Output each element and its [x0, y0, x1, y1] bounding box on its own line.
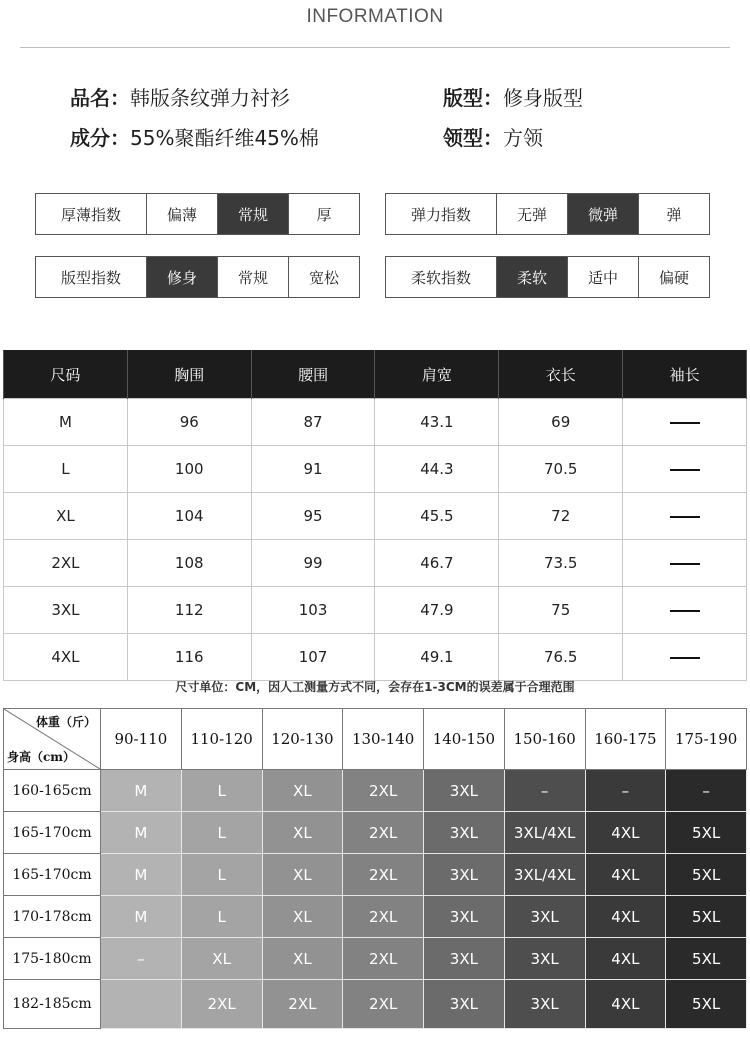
size-cell: XL [262, 938, 343, 980]
weight-header: 90-110 [101, 709, 182, 770]
height-range: 165-170cm [4, 854, 101, 896]
size-cell: 2XL [262, 980, 343, 1029]
size-cell: 2XL [343, 812, 424, 854]
index-option: 适中 [568, 257, 639, 298]
size-cell: 3XL [504, 896, 585, 938]
reference-row [4, 854, 747, 896]
sleeve-cell [623, 634, 747, 681]
table-cell: 45.5 [375, 493, 499, 540]
table-cell: 4XL [4, 634, 128, 681]
size-cell: – [101, 938, 182, 980]
table-row [4, 446, 747, 493]
table-cell: 76.5 [499, 634, 623, 681]
height-range: 160-165cm [4, 770, 101, 812]
index-option: 宽松 [289, 257, 360, 298]
size-cell: 3XL [424, 812, 505, 854]
size-cell: 3XL [424, 980, 505, 1029]
reference-row [4, 896, 747, 938]
reference-row [4, 980, 747, 1029]
table-cell: 91 [251, 446, 375, 493]
index-option: 常规 [218, 257, 289, 298]
height-range: 182-185cm [4, 980, 101, 1029]
elastic-index [385, 193, 710, 235]
size-cell: L [181, 854, 262, 896]
size-cell: – [585, 770, 666, 812]
column-header: 胸围 [127, 350, 251, 399]
size-cell: 3XL/4XL [504, 854, 585, 896]
column-header: 衣长 [499, 350, 623, 399]
size-cell: L [181, 770, 262, 812]
table-cell: XL [4, 493, 128, 540]
table-cell: 100 [127, 446, 251, 493]
weight-header: 160-175 [585, 709, 666, 770]
size-cell: 3XL [424, 938, 505, 980]
size-cell: 2XL [343, 938, 424, 980]
table-cell: 72 [499, 493, 623, 540]
size-cell: XL [262, 896, 343, 938]
table-cell: 44.3 [375, 446, 499, 493]
size-cell: 5XL [666, 854, 747, 896]
table-cell: 116 [127, 634, 251, 681]
height-axis-label: 身高（cm） [7, 750, 76, 764]
weight-header: 120-130 [262, 709, 343, 770]
weight-header: 175-190 [666, 709, 747, 770]
size-cell: XL [262, 854, 343, 896]
info-value: 修身版型 [503, 86, 583, 110]
sleeve-cell [623, 446, 747, 493]
reference-row [4, 770, 747, 812]
info-label: 版型： [443, 86, 503, 110]
info-value: 55%聚酯纤维45%棉 [130, 126, 319, 150]
size-cell: 5XL [666, 896, 747, 938]
table-cell: M [4, 399, 128, 446]
table-row [4, 493, 747, 540]
table-cell: 43.1 [375, 399, 499, 446]
size-cell: 4XL [585, 980, 666, 1029]
column-header: 袖长 [623, 350, 747, 399]
size-cell: 4XL [585, 854, 666, 896]
size-cell: 3XL [504, 938, 585, 980]
not-applicable-dash [670, 422, 700, 424]
weight-header: 150-160 [504, 709, 585, 770]
table-cell: 87 [251, 399, 375, 446]
size-table [3, 350, 747, 681]
weight-header: 130-140 [343, 709, 424, 770]
size-cell: 4XL [585, 812, 666, 854]
size-cell: XL [262, 812, 343, 854]
weight-header: 140-150 [424, 709, 505, 770]
size-cell: M [101, 896, 182, 938]
size-cell: M [101, 812, 182, 854]
table-cell: 49.1 [375, 634, 499, 681]
column-header: 腰围 [251, 350, 375, 399]
size-cell: 3XL/4XL [504, 812, 585, 854]
info-product-name [70, 82, 290, 111]
size-cell: 2XL [343, 770, 424, 812]
index-option: 偏硬 [639, 257, 710, 298]
index-name: 厚薄指数 [36, 194, 147, 235]
not-applicable-dash [670, 563, 700, 565]
index-name: 版型指数 [36, 257, 147, 298]
size-cell: – [666, 770, 747, 812]
size-cell: L [181, 812, 262, 854]
sleeve-cell [623, 493, 747, 540]
info-value: 韩版条纹弹力衬衫 [130, 86, 290, 110]
table-cell: 107 [251, 634, 375, 681]
measurement-note: 尺寸单位：CM，因人工测量方式不同，会存在1-3CM的误差属于合理范围 [175, 680, 575, 694]
table-row [4, 540, 747, 587]
table-cell: 103 [251, 587, 375, 634]
table-cell: L [4, 446, 128, 493]
info-fit-type [443, 82, 583, 111]
index-option: 弹 [639, 194, 710, 235]
page-title: INFORMATION [306, 6, 444, 27]
height-range: 175-180cm [4, 938, 101, 980]
size-cell: 3XL [424, 854, 505, 896]
size-cell: 5XL [666, 980, 747, 1029]
column-header: 尺码 [4, 350, 128, 399]
index-option: 厚 [289, 194, 360, 235]
height-range: 170-178cm [4, 896, 101, 938]
not-applicable-dash [670, 469, 700, 471]
info-collar-type [443, 122, 543, 151]
sleeve-cell [623, 587, 747, 634]
size-reference-table [3, 708, 747, 1029]
table-cell: 3XL [4, 587, 128, 634]
height-range: 165-170cm [4, 812, 101, 854]
table-cell: 95 [251, 493, 375, 540]
size-cell: XL [181, 938, 262, 980]
weight-header: 110-120 [181, 709, 262, 770]
table-cell: 47.9 [375, 587, 499, 634]
sleeve-cell [623, 399, 747, 446]
reference-row [4, 938, 747, 980]
weight-header-row [4, 709, 747, 770]
table-cell: 108 [127, 540, 251, 587]
table-cell: 46.7 [375, 540, 499, 587]
index-option: 微弹 [568, 194, 639, 235]
size-cell: 4XL [585, 896, 666, 938]
index-name: 弹力指数 [386, 194, 497, 235]
fit-index [35, 256, 360, 298]
size-cell: 2XL [343, 896, 424, 938]
index-option: 修身 [147, 257, 218, 298]
not-applicable-dash [670, 657, 700, 659]
not-applicable-dash [670, 516, 700, 518]
size-cell: 5XL [666, 938, 747, 980]
table-row [4, 587, 747, 634]
table-row [4, 634, 747, 681]
size-cell: 3XL [424, 896, 505, 938]
index-option: 柔软 [497, 257, 568, 298]
size-cell: 5XL [666, 812, 747, 854]
table-cell: 73.5 [499, 540, 623, 587]
info-label: 成分： [70, 126, 130, 150]
size-cell: 2XL [181, 980, 262, 1029]
reference-row [4, 812, 747, 854]
table-cell: 75 [499, 587, 623, 634]
size-cell: 4XL [585, 938, 666, 980]
column-header: 肩宽 [375, 350, 499, 399]
size-cell: M [101, 770, 182, 812]
table-cell: 96 [127, 399, 251, 446]
table-cell: 70.5 [499, 446, 623, 493]
info-label: 品名： [70, 86, 130, 110]
sleeve-cell [623, 540, 747, 587]
table-cell: 2XL [4, 540, 128, 587]
weight-axis-label: 体重（斤） [35, 715, 96, 729]
size-cell: 3XL [424, 770, 505, 812]
table-row [4, 399, 747, 446]
corner-cell [4, 709, 101, 770]
header-divider [20, 47, 730, 48]
table-cell: 112 [127, 587, 251, 634]
size-cell: M [101, 854, 182, 896]
size-cell: XL [262, 770, 343, 812]
size-cell: 2XL [343, 854, 424, 896]
thickness-index [35, 193, 360, 235]
index-option: 常规 [218, 194, 289, 235]
index-option: 无弹 [497, 194, 568, 235]
info-label: 领型： [443, 126, 503, 150]
table-cell: 69 [499, 399, 623, 446]
size-cell [101, 980, 182, 1029]
size-cell: 2XL [343, 980, 424, 1029]
size-cell: – [504, 770, 585, 812]
size-cell: 3XL [504, 980, 585, 1029]
info-value: 方领 [503, 126, 543, 150]
not-applicable-dash [670, 610, 700, 612]
index-name: 柔软指数 [386, 257, 497, 298]
table-cell: 99 [251, 540, 375, 587]
size-table-header [4, 350, 747, 399]
info-composition [70, 122, 319, 151]
table-cell: 104 [127, 493, 251, 540]
size-cell: L [181, 896, 262, 938]
index-option: 偏薄 [147, 194, 218, 235]
softness-index [385, 256, 710, 298]
